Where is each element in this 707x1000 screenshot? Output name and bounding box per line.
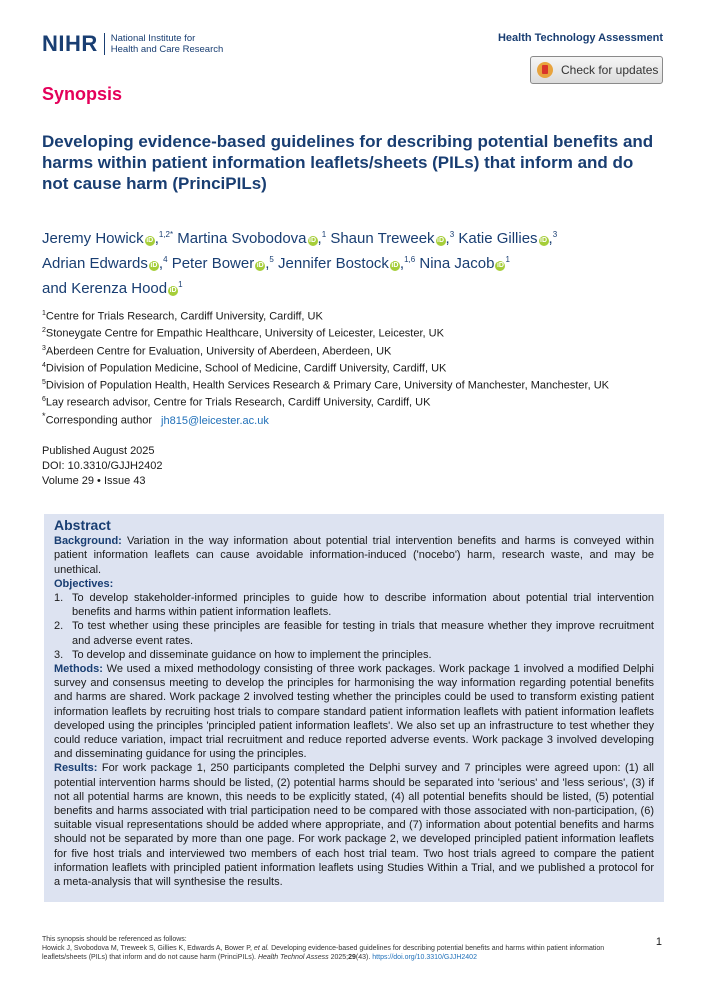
- check-for-updates-button[interactable]: [530, 56, 663, 84]
- abstract-background: Background: Variation in the way information about potential trial intervention benefits and harms is conveyed within patient information leaflets can cause avoidable information-induced ('nocebo') harm, research waste, and may be unethical.: [54, 535, 654, 576]
- bookmark-icon: [537, 62, 553, 78]
- list-item: 3. To develop and disseminate guidance on how to implement the principles.: [54, 648, 432, 661]
- doi: DOI: 10.3310/GJJH2402: [42, 460, 163, 472]
- orcid-icon[interactable]: iD: [150, 262, 158, 269]
- affiliation: $^3$Aberdeen Centre for Evaluation, University of Aberdeen, Aberdeen, UK: [42, 344, 392, 358]
- author[interactable]: Jennifer Bostock iD ,$^{1,6}$: [278, 255, 416, 272]
- article-type: Synopsis: [42, 84, 123, 104]
- logo-mark: NIHR: [42, 31, 98, 56]
- orcid-icon[interactable]: iD: [437, 237, 445, 244]
- abstract-heading: Abstract: [54, 517, 111, 533]
- check-for-updates-label: Check for updates: [561, 63, 659, 77]
- affiliation-list: [42, 307, 609, 411]
- author[interactable]: Kerenza Hood iD$^1$: [71, 280, 183, 297]
- abstract-methods: Methods: We used a mixed methodology consisting of three work packages. Work package 1 involved a modified Delphi survey and consensus meeting to develop the principles for harmonising the way information regarding potential benefits and harms are shared. Work package 2 involved testing whether the principles could be used to transform existing patient information leaflets by recruiting host trials to compare standard patient information leaflets with patient information leaflets developed using the principles 'principled patient information leaflets'. We also set up an infrastructure to test whether they could reduce variation, impact trial recruitment and reduce reported adverse events. Work package 3 involved developing and disseminating guidance for using the principles.: [54, 663, 654, 761]
- affiliation: $^2$Stoneygate Centre for Empathic Healthcare, University of Leicester, Leicester, UK: [42, 327, 444, 340]
- author[interactable]: Jeremy Howick iD ,$^{1,2*}$: [42, 230, 174, 247]
- orcid-icon[interactable]: iD: [496, 262, 504, 269]
- volume-issue: Volume 29 • Issue 43: [42, 475, 146, 487]
- affiliation: $^4$Division of Population Medicine, School of Medicine, Cardiff University, Cardiff, UK: [42, 361, 447, 375]
- objectives-list: [54, 591, 654, 662]
- affiliation: $^1$Centre for Trials Research, Cardiff University, Cardiff, UK: [42, 310, 323, 323]
- orcid-icon[interactable]: iD: [540, 237, 548, 244]
- orcid-icon[interactable]: iD: [256, 262, 264, 269]
- affiliation: $^6$Lay research advisor, Centre for Trials Research, Cardiff University, Cardiff, UK: [42, 396, 431, 409]
- abstract-results: Results: For work package 1, 250 participants completed the Delphi survey and 7 principles were agreed upon: (1) all potential intervention harms should be listed, (2) potential harms should be separated into 'serious' and 'less serious', (3) if not all potential harms are known, this needs to be explicitly stated, (4) all potential benefits should be listed, (5) potential benefits and harms associated with trial participation need to be compared with those associated with non-participation, (6) suitable visual representations should be added where appropriate, and (7) information about potential benefits and harms should not be separated by more than one page. For work package 2, we developed principled patient information leaflets for five host trials and interviewed two members of each host trial team. Two host trials agreed to compare the patient information leaflets with principled patient information leaflets using Studies Within a Trial, and we published a protocol for a meta-analysis that will synthesise the results.: [54, 762, 654, 889]
- citation-doi-link[interactable]: https://doi.org/10.3310/GJJH2402: [372, 954, 477, 961]
- author-list: [42, 224, 662, 299]
- author-and: and: [42, 280, 68, 297]
- author[interactable]: Peter Bower iD ,$^5$: [171, 255, 274, 272]
- author[interactable]: Nina Jacob iD$^1$: [419, 255, 510, 272]
- author[interactable]: Shaun Treweek iD ,$^3$: [330, 230, 455, 247]
- logo-divider: [104, 33, 105, 55]
- abstract-objectives-label: Objectives:: [54, 577, 114, 590]
- page-number: 1: [655, 936, 662, 948]
- published-date: Published August 2025: [42, 445, 155, 457]
- journal-name: Health Technology Assessment: [497, 32, 663, 44]
- orcid-icon[interactable]: iD: [391, 262, 399, 269]
- nihr-logo: [42, 33, 223, 55]
- author[interactable]: Adrian Edwards iD ,$^4$: [42, 255, 168, 272]
- orcid-icon[interactable]: iD: [146, 237, 154, 244]
- article-title: Developing evidence-based guidelines for describing potential benefits and harms within patient information leaflets/sheets (PILs) that inform and do not cause harm (PrinciPILs): [42, 132, 654, 193]
- author[interactable]: Katie Gillies iD ,$^3$: [458, 230, 558, 247]
- orcid-icon[interactable]: iD: [169, 287, 177, 294]
- affiliation: $^5$Division of Population Health, Health Services Research & Primary Care, University of Manchester, Manchester, UK: [42, 379, 609, 392]
- logo-text: National Institute for Health and Care Research: [110, 33, 224, 55]
- list-item: 2. To test whether using these principles are feasible for testing in trials that measure whether they improve recruitment and adverse event rates.: [54, 620, 654, 647]
- orcid-icon[interactable]: iD: [309, 237, 317, 244]
- corresponding-email-link[interactable]: jh815@leicester.ac.uk: [161, 414, 269, 427]
- corresponding-author: *Corresponding author jh815@leicester.ac.uk: [42, 411, 269, 427]
- publication-info: [42, 444, 162, 489]
- abstract-box: [44, 514, 664, 902]
- author[interactable]: Martina Svobodova iD ,$^1$: [177, 230, 327, 247]
- list-item: 1. To develop stakeholder-informed principles to guide how to describe information about potential trial intervention benefits and harms within patient information leaflets.: [54, 592, 654, 619]
- citation-footer: This synopsis should be referenced as follows: Howick J, Svobodova M, Treweek S, Gillies K, Edwards A, Bower P, et al. Developing evidence-based guidelines for describing potential benefits and harms within patient information leaflets/sheets (PILs) that inform and do not cause harm (PrinciPILs). Health Technol Assess 2025;29(43). https://doi.org/10.3310/GJJH2402: [42, 936, 605, 961]
